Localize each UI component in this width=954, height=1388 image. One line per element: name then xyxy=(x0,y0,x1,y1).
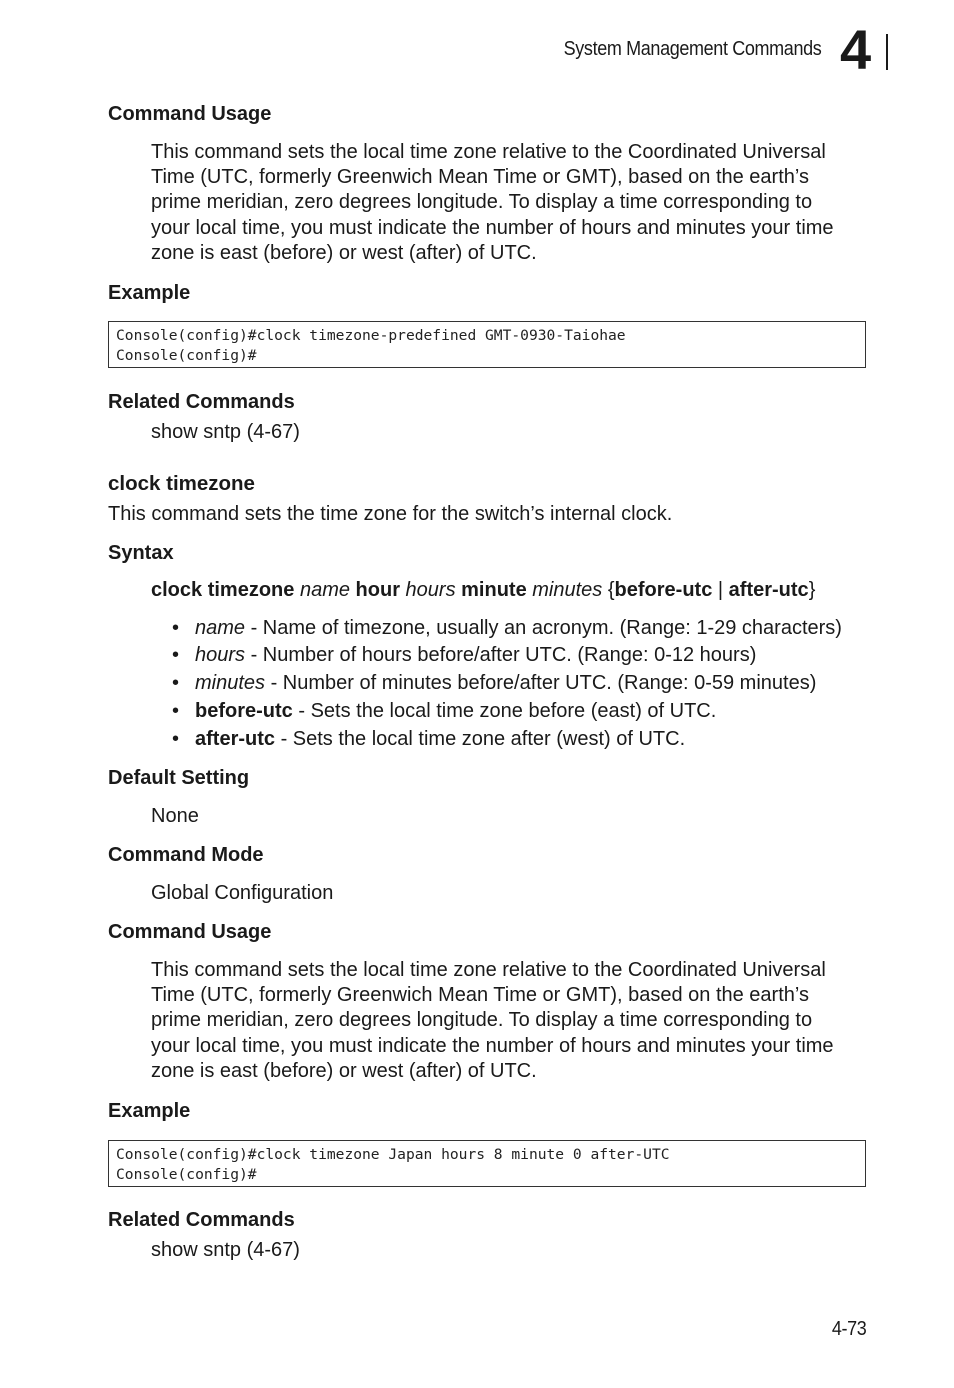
related-commands-heading: Related Commands xyxy=(108,391,295,413)
syntax-separator: | xyxy=(717,579,724,601)
param-term: minutes xyxy=(195,672,266,694)
text-line: zone is east (before) or west (after) of UTC. xyxy=(151,241,537,264)
syntax-arg-hours: hours xyxy=(405,579,456,601)
command-description: This command sets the time zone for the switch’s internal clock. xyxy=(108,503,673,525)
command-usage-heading: Command Usage xyxy=(108,921,272,943)
syntax-heading: Syntax xyxy=(108,542,174,564)
syntax-option-after: after-utc xyxy=(728,579,809,601)
syntax-arg-minutes: minutes xyxy=(532,579,603,601)
command-usage-text xyxy=(151,140,871,266)
param-desc: - Sets the local time zone before (east) of UTC. xyxy=(292,700,717,722)
text-line: Time (UTC, formerly Greenwich Mean Time or GMT), based on the earth’s xyxy=(151,166,809,189)
text-line: your local time, you must indicate the number of hours and minutes your time xyxy=(151,216,834,239)
list-item xyxy=(195,616,842,640)
bullet-icon: • xyxy=(172,617,180,639)
bullet-icon: • xyxy=(172,728,180,750)
text-line: Time (UTC, formerly Greenwich Mean Time or GMT), based on the earth’s xyxy=(151,984,809,1007)
text-line: This command sets the local time zone relative to the Coordinated Universal xyxy=(151,141,826,163)
related-command-link[interactable]: show sntp (4-67) xyxy=(151,1239,300,1261)
code-line: Console(config)#clock timezone Japan hours 8 minute 0 after-UTC xyxy=(116,1146,670,1163)
syntax-brace-close: } xyxy=(808,579,816,601)
syntax-keyword-hour: hour xyxy=(355,579,400,601)
code-line: Console(config)# xyxy=(116,346,257,364)
example-heading: Example xyxy=(108,282,191,304)
syntax-line xyxy=(151,578,815,602)
syntax-brace-open: { xyxy=(607,579,615,601)
text-line: your local time, you must indicate the number of hours and minutes your time xyxy=(151,1034,834,1057)
param-term: name xyxy=(195,617,246,639)
code-example xyxy=(108,1140,866,1187)
related-command-link[interactable]: show sntp (4-67) xyxy=(151,421,300,443)
param-desc: - Number of hours before/after UTC. (Range: 0-12 hours) xyxy=(245,644,757,666)
chapter-divider xyxy=(886,34,888,70)
list-item xyxy=(195,643,756,667)
bullet-icon: • xyxy=(172,700,180,722)
default-setting-value: None xyxy=(151,805,199,827)
text-line: prime meridian, zero degrees longitude. To display a time corresponding to xyxy=(151,1009,813,1032)
param-desc: - Sets the local time zone after (west) of UTC. xyxy=(275,728,686,750)
code-line: Console(config)#clock timezone-predefined GMT-0930-Taiohae xyxy=(116,327,626,344)
syntax-arg-name: name xyxy=(299,579,350,601)
command-usage-text xyxy=(151,958,871,1084)
text-line: zone is east (before) or west (after) of UTC. xyxy=(151,1059,537,1082)
command-title: clock timezone xyxy=(108,472,255,495)
code-line: Console(config)# xyxy=(116,1165,257,1183)
text-line: prime meridian, zero degrees longitude. To display a time corresponding to xyxy=(151,191,813,214)
syntax-option-before: before-utc xyxy=(614,579,713,601)
text-line: This command sets the local time zone relative to the Coordinated Universal xyxy=(151,959,826,981)
syntax-keyword-minute: minute xyxy=(461,579,527,601)
bullet-icon: • xyxy=(172,644,180,666)
list-item xyxy=(195,671,816,695)
param-term: hours xyxy=(195,644,246,666)
example-heading: Example xyxy=(108,1100,191,1122)
default-setting-heading: Default Setting xyxy=(108,767,250,789)
code-example xyxy=(108,321,866,368)
chapter-number: 4 xyxy=(840,18,870,81)
list-item xyxy=(195,727,685,751)
bullet-icon: • xyxy=(172,672,180,694)
param-desc: - Name of timezone, usually an acronym. (Range: 1-29 characters) xyxy=(245,617,842,639)
running-header-title: System Management Commands xyxy=(563,38,821,60)
list-item xyxy=(195,699,716,723)
syntax-command: clock timezone xyxy=(151,579,295,601)
param-term: after-utc xyxy=(195,728,276,750)
page-number: 4-73 xyxy=(831,1318,866,1340)
command-usage-heading: Command Usage xyxy=(108,103,272,125)
related-commands-heading: Related Commands xyxy=(108,1209,295,1231)
param-term: before-utc xyxy=(195,700,293,722)
param-desc: - Number of minutes before/after UTC. (Range: 0-59 minutes) xyxy=(265,672,817,694)
command-mode-heading: Command Mode xyxy=(108,844,264,866)
command-mode-value: Global Configuration xyxy=(151,882,334,904)
